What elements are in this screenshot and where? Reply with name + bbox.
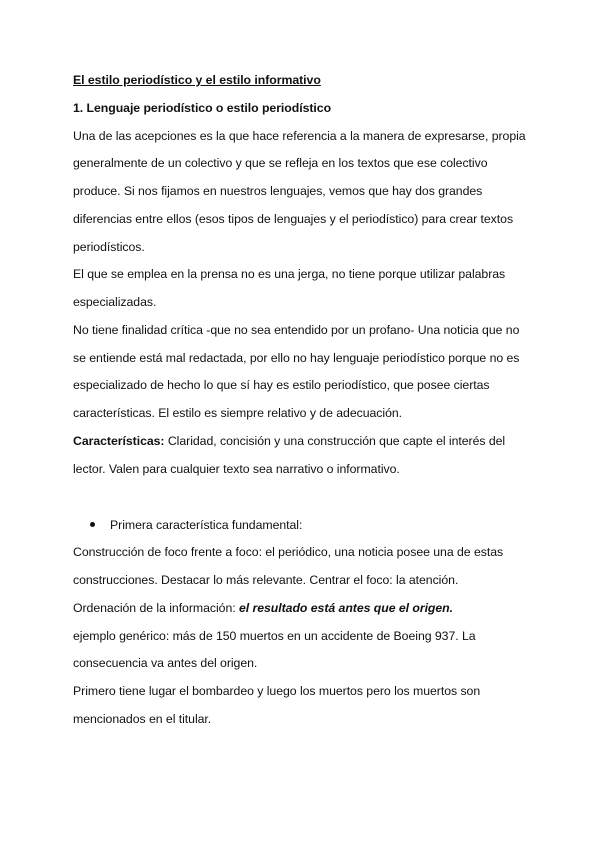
paragraph-line: especializado de hecho lo que sí hay es estilo periodístico, que posee ciertas [73, 378, 490, 392]
characteristics-label: Características: [73, 434, 165, 448]
section-heading: 1. Lenguaje periodístico o estilo periodístico [73, 101, 332, 115]
paragraph-line: Primero tiene lugar el bombardeo y luego los muertos pero los muertos son [73, 684, 481, 698]
ordering-emphasis: el resultado está antes que el origen. [238, 601, 454, 615]
paragraph-line: generalmente de un colectivo y que se refleja en los textos que ese colectivo [73, 156, 488, 170]
paragraph-line: lector. Valen para cualquier texto sea narrativo o informativo. [73, 462, 400, 476]
paragraph-line: características. El estilo es siempre relativo y de adecuación. [73, 406, 403, 420]
ordering-line [73, 600, 453, 616]
paragraph-line: periodísticos. [73, 240, 145, 254]
paragraph-line: No tiene finalidad crítica -que no sea entendido por un profano- Una noticia que no [73, 323, 520, 337]
bullet-icon [90, 522, 95, 527]
characteristics-text: Claridad, concisión y una construcción que capte el interés del [164, 434, 506, 448]
ordering-prefix: Ordenación de la información: [73, 601, 239, 615]
characteristics-line [73, 433, 505, 449]
paragraph-line: El que se emplea en la prensa no es una jerga, no tiene porque utilizar palabras [73, 267, 506, 281]
bullet-item [90, 517, 302, 533]
paragraph-line: Una de las acepciones es la que hace referencia a la manera de expresarse, propia [73, 129, 526, 143]
paragraph-line: se entiende está mal redactada, por ello no hay lenguaje periodístico porque no es [73, 351, 520, 365]
paragraph-line: construcciones. Destacar lo más relevante. Centrar el foco: la atención. [73, 573, 459, 587]
paragraph-line: mencionados en el titular. [73, 712, 212, 726]
paragraph-line: Construcción de foco frente a foco: el periódico, una noticia posee una de estas [73, 545, 504, 559]
paragraph-line: ejemplo genérico: más de 150 muertos en un accidente de Boeing 937. La [73, 629, 476, 643]
paragraph-line: produce. Si nos fijamos en nuestros lenguajes, vemos que hay dos grandes [73, 184, 483, 198]
document-title: El estilo periodístico y el estilo informativo [73, 73, 321, 87]
paragraph-line: consecuencia va antes del origen. [73, 656, 258, 670]
paragraph-line: diferencias entre ellos (esos tipos de lenguajes y el periodístico) para crear textos [73, 212, 514, 226]
bullet-text: Primera característica fundamental: [110, 518, 303, 532]
paragraph-line: especializadas. [73, 295, 157, 309]
